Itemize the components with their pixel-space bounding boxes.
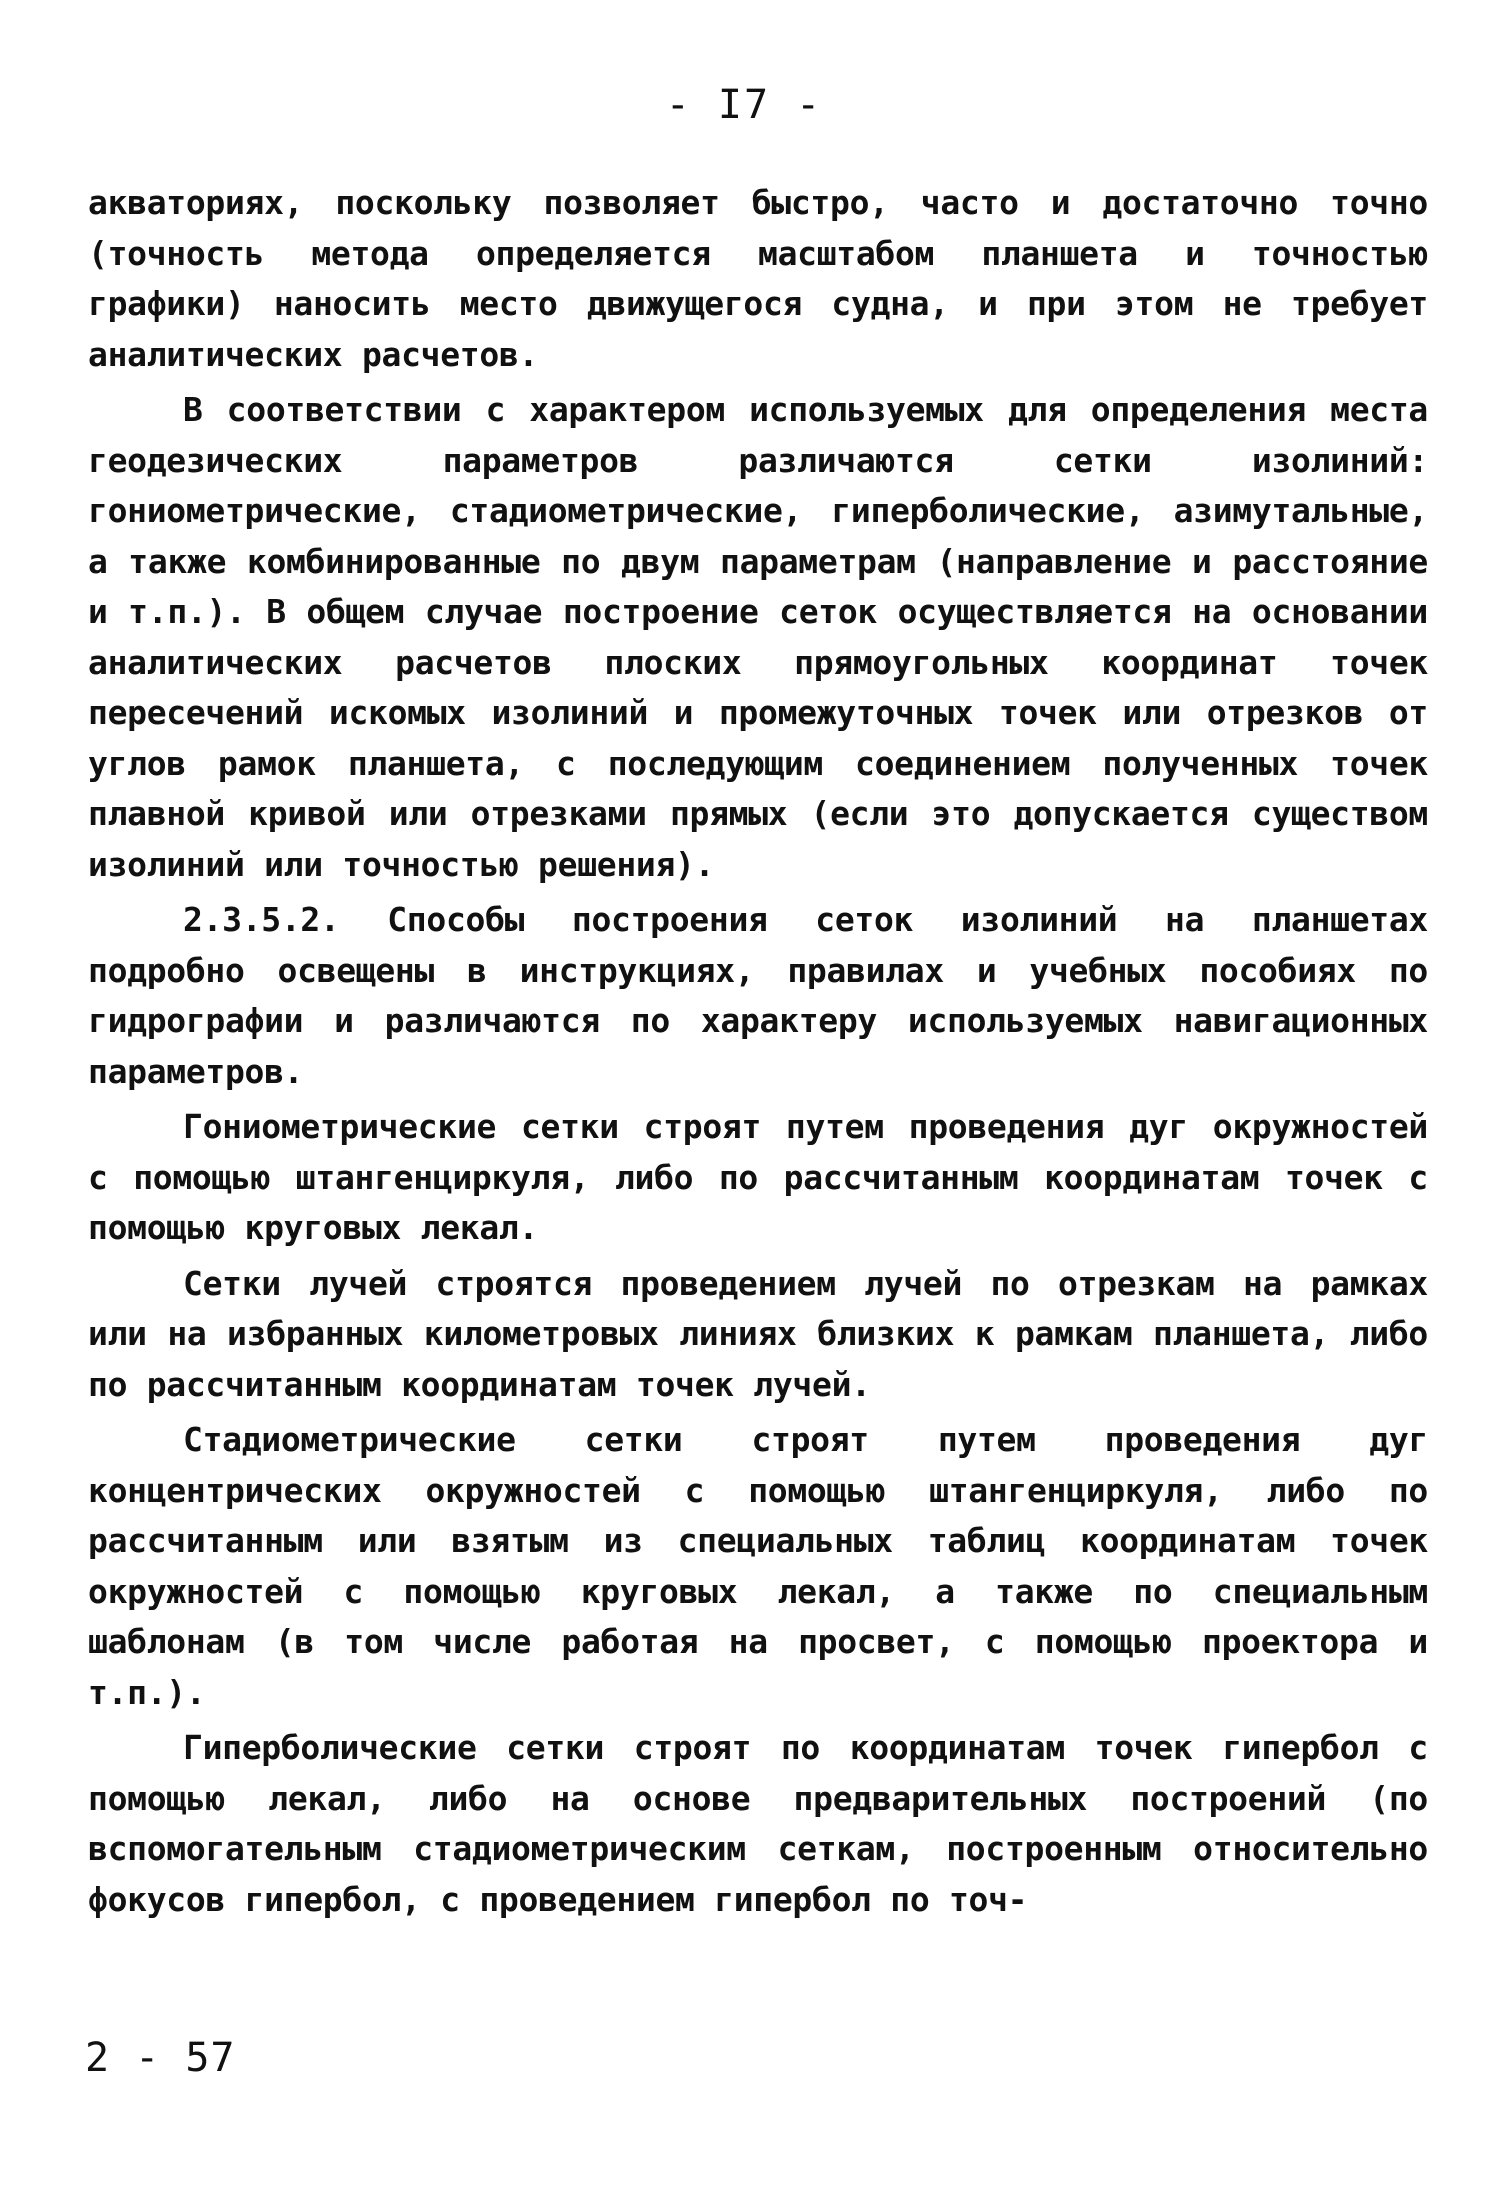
- paragraph: Гониометрические сетки строят путем проведения дуг окружностей с помощью штангенциркуля, либо по рассчитанным координатам точек с помощью круговых лекал.: [88, 1107, 1428, 1247]
- footer-signature: 2 - 57: [85, 2035, 236, 2081]
- paragraph: В соответствии с характером используемых для определения места геодезических параметров различаются сетки изолиний: гониометрические, стадиометрические, гиперболические, азимутальные, а также комбинированные по двум параметрам (направление и расстояние и т.п.). В общем случае построение сеток осуществляется на основании аналитических расчетов плоских прямоугольных координат точек пересечений искомых изолиний и промежуточных точек или отрезков от углов рамок планшета, с последующим соединением полученных точек плавной кривой или отрезками прямых (если это допускается существом изолиний или точностью решения).: [88, 390, 1428, 884]
- paragraph: Гиперболические сетки строят по координатам точек гипербол с помощью лекал, либо на основе предварительных построений (по вспомогательным стадиометрическим сеткам, построенным относительно фокусов гипербол, с проведением гипербол по точ-: [88, 1728, 1428, 1919]
- page-number: - I7 -: [665, 82, 823, 128]
- paragraph: акваториях, поскольку позволяет быстро, часто и достаточно точно (точность метода определяется масштабом планшета и точностью графики) наносить место движущегося судна, и при этом не требует аналитических расчетов.: [88, 183, 1428, 374]
- paragraph: Стадиометрические сетки строят путем проведения дуг концентрических окружностей с помощью штангенциркуля, либо по рассчитанным или взятым из специальных таблиц координатам точек окружностей с помощью круговых лекал, а также по специальным шаблонам (в том числе работая на просвет, с помощью проектора и т.п.).: [88, 1420, 1428, 1712]
- paragraph: 2.3.5.2. Способы построения сеток изолиний на планшетах подробно освещены в инструкциях, правилах и учебных пособиях по гидрографии и различаются по характеру используемых навигационных параметров.: [88, 900, 1428, 1091]
- body-text: [88, 178, 1428, 1930]
- paragraph: Сетки лучей строятся проведением лучей по отрезкам на рамках или на избранных километровых линиях близких к рамкам планшета, либо по рассчитанным координатам точек лучей.: [88, 1263, 1428, 1404]
